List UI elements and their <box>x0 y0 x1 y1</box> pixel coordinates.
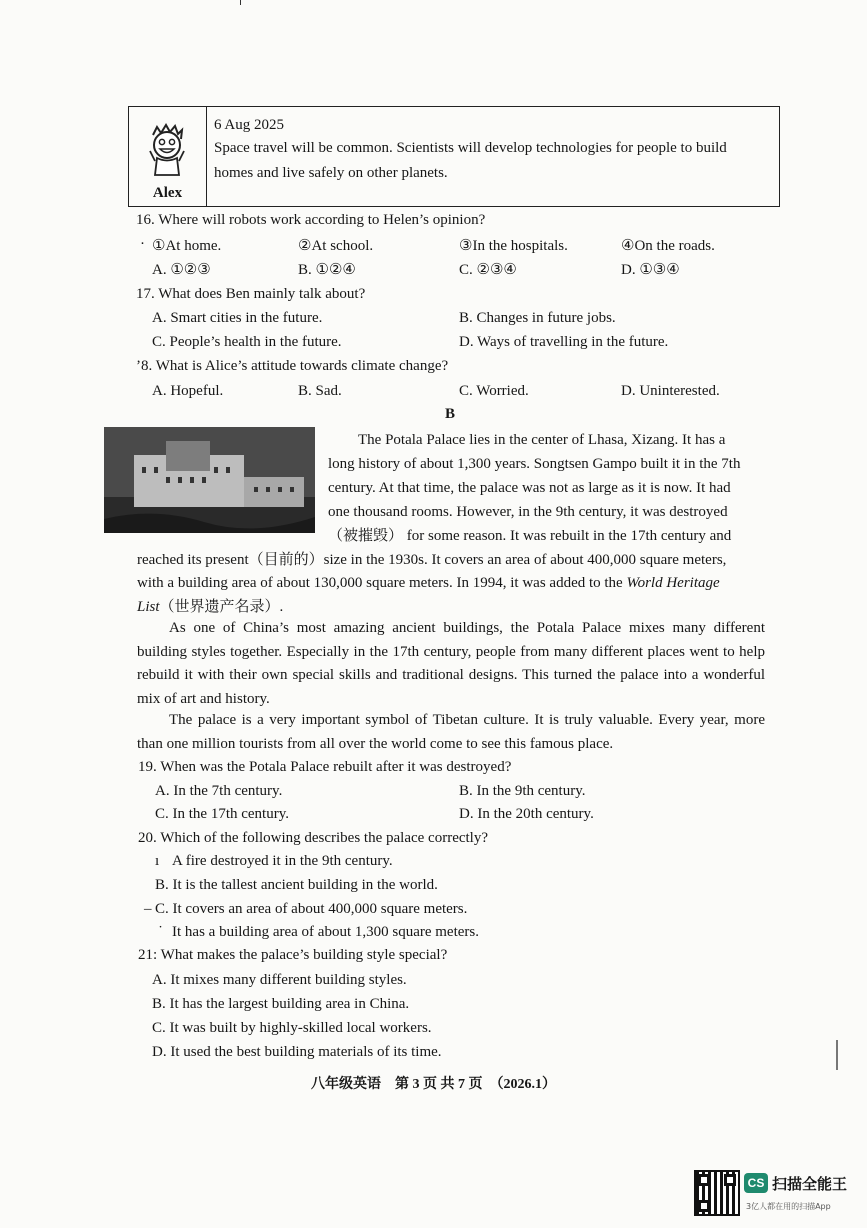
scan-artifact <box>836 1040 838 1070</box>
entry-text-line1: Space travel will be common. Scientists will develop technologies for people to build <box>214 140 727 156</box>
avatar-cell <box>129 107 207 206</box>
question-18 <box>136 358 448 375</box>
question-17 <box>136 286 365 303</box>
paragraph-3: The palace is a very important symbol of Tibetan culture. It is truly valuable. Every year, more than one million tourists from all over the world come to see this famous place. <box>137 712 765 752</box>
option: B. It is the tallest ancient building in the world. <box>155 877 438 893</box>
option: C. It was built by highly-skilled local workers. <box>152 1020 432 1036</box>
pre-item: ③In the hospitals. <box>459 238 568 254</box>
option: A. In the 7th century. <box>155 783 283 799</box>
question-number: ’8. <box>136 358 153 374</box>
page-footer: 八年级英语 第 3 页 共 7 页 （2026.1） <box>311 1077 556 1092</box>
list-gloss: （世界遗产名录）. <box>159 599 284 615</box>
entry-text-line2: homes and live safely on other planets. <box>214 165 448 181</box>
p1-line6: reached its present（目前的）size in the 1930s. It covers an area of about 400,000 square meters, <box>137 552 727 568</box>
qr-code-icon <box>694 1170 740 1216</box>
question-number: 19. <box>138 759 157 775</box>
stray-mark: ˙ <box>158 924 163 940</box>
question-16 <box>136 212 485 229</box>
pre-item: ①At home. <box>152 238 222 254</box>
option: A fire destroyed it in the 9th century. <box>172 853 393 869</box>
bullet-mark: · <box>140 236 145 252</box>
entry-date: 6 Aug 2025 <box>214 117 285 133</box>
option: A. It mixes many different building styles. <box>152 972 407 988</box>
question-19 <box>138 759 511 776</box>
question-stem: Which of the following describes the palace correctly? <box>160 830 489 846</box>
list-italic: List <box>137 599 160 615</box>
question-stem: What makes the palace’s building style special? <box>160 947 448 963</box>
diary-entry-box <box>128 106 780 207</box>
option: D. Ways of travelling in the future. <box>459 334 669 350</box>
pre-item: ④On the roads. <box>621 238 715 254</box>
option: B. It has the largest building area in China. <box>152 996 410 1012</box>
question-number: 17. <box>136 286 155 302</box>
world-heritage-italic: World Heritage <box>626 575 720 591</box>
question-stem: What does Ben mainly talk about? <box>158 286 366 302</box>
cartoon-boy-icon <box>145 121 189 179</box>
option: B. ①②④ <box>298 262 356 278</box>
palace-image-icon <box>104 427 315 533</box>
scanner-app-name: 扫描全能王 <box>772 1175 848 1193</box>
option: D. It used the best building materials of its time. <box>152 1044 442 1060</box>
p1-line8 <box>137 597 283 617</box>
question-number: 20. <box>138 830 157 846</box>
p1-line1: The Potala Palace lies in the center of Lhasa, Xizang. It has a <box>358 432 726 448</box>
option: A. Smart cities in the future. <box>152 310 323 326</box>
option: C. In the 17th century. <box>155 806 289 822</box>
question-stem: When was the Potala Palace rebuilt after it was destroyed? <box>160 759 512 775</box>
option: D. Uninterested. <box>621 383 720 399</box>
pre-item: ②At school. <box>298 238 374 254</box>
p1-line4: one thousand rooms. However, in the 9th century, it was destroyed <box>328 504 728 520</box>
paragraph-2: As one of China’s most amazing ancient buildings, the Potala Palace mixes many different building styles together. Especially in the 17th century, people from many different places went to help rebuild it with their own special skills and traditional designs. This turned the palace into a wonderful mix of art and history. <box>137 620 765 707</box>
scanner-tagline: 3亿人都在用的扫描App <box>746 1202 831 1211</box>
author-name: Alex <box>152 185 183 201</box>
p1-line7-text: with a building area of about 130,000 square meters. In 1994, it was added to the <box>137 575 627 591</box>
option: A. ①②③ <box>152 262 211 278</box>
question-number: 21: <box>138 947 158 963</box>
section-letter: B <box>445 406 456 422</box>
question-number: 16. <box>136 212 155 228</box>
option: C. Worried. <box>459 383 529 399</box>
option: B. Changes in future jobs. <box>459 310 616 326</box>
question-stem: What is Alice’s attitude towards climate change? <box>155 358 449 374</box>
option: C. ②③④ <box>459 262 517 278</box>
p1-line7 <box>137 573 720 593</box>
stray-mark: – <box>144 901 152 917</box>
potala-palace-photo <box>104 427 315 533</box>
p1-line5: （被摧毁） for some reason. It was rebuilt in the 17th century and <box>328 528 732 544</box>
stray-mark: ı <box>155 853 160 869</box>
question-20 <box>138 830 488 847</box>
option: B. In the 9th century. <box>459 783 586 799</box>
p1-line2: long history of about 1,300 years. Songtsen Gampo built it in the 7th <box>328 456 741 472</box>
scan-artifact <box>240 0 241 5</box>
option: B. Sad. <box>298 383 342 399</box>
p1-line3: century. At that time, the palace was not as large as it is now. It had <box>328 480 731 496</box>
question-stem: Where will robots work according to Helen’s opinion? <box>158 212 486 228</box>
option: It has a building area of about 1,300 square meters. <box>172 924 479 940</box>
option: D. ①③④ <box>621 262 680 278</box>
option: D. In the 20th century. <box>459 806 594 822</box>
option: C. It covers an area of about 400,000 square meters. <box>155 901 468 917</box>
question-21 <box>138 947 447 964</box>
scanner-logo-badge: CS <box>744 1173 768 1193</box>
option: A. Hopeful. <box>152 383 224 399</box>
option: C. People’s health in the future. <box>152 334 342 350</box>
